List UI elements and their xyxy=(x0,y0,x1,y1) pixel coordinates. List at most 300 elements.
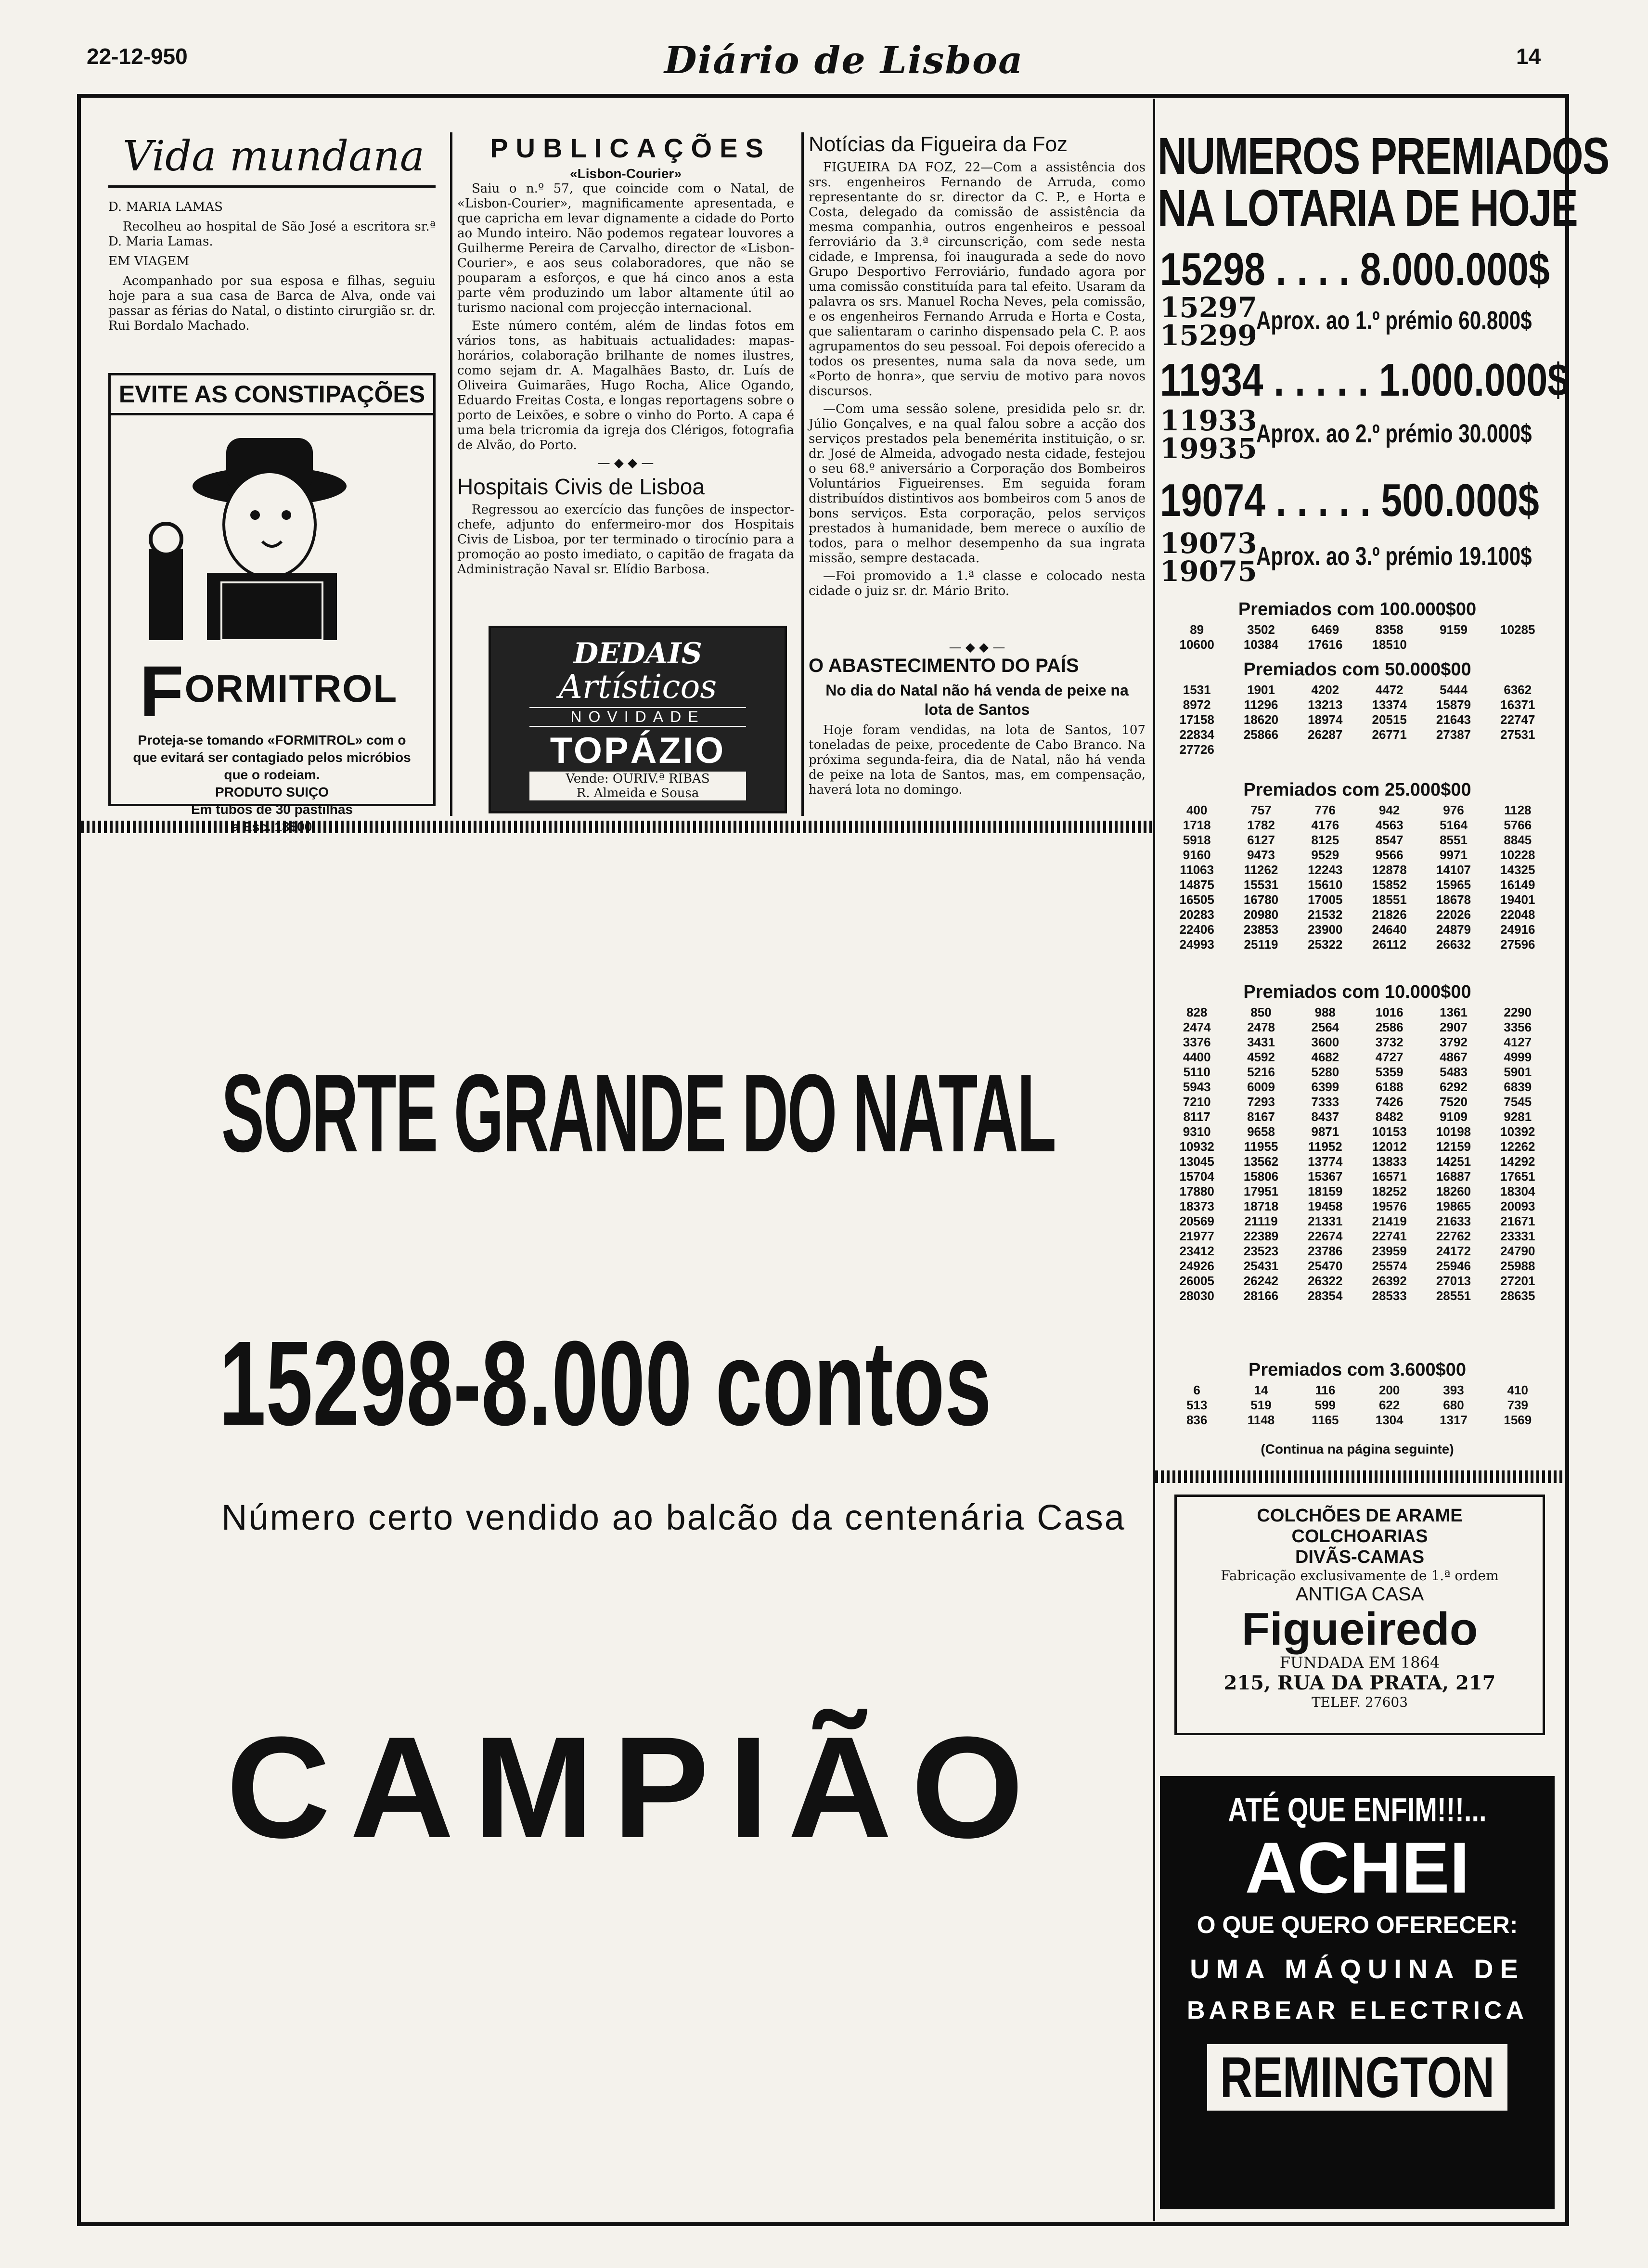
lottery-number: 6469 xyxy=(1311,622,1339,637)
tier-numbers xyxy=(1165,1005,1550,1303)
lottery-number: 6009 xyxy=(1247,1080,1275,1094)
campiao-brand: CAMPIÃO xyxy=(226,1706,1043,1868)
lottery-number: 18678 xyxy=(1436,892,1471,907)
lottery-number: 5918 xyxy=(1183,833,1211,847)
lottery-number: 599 xyxy=(1314,1398,1336,1412)
lottery-number: 14292 xyxy=(1500,1154,1535,1169)
third-approx-numbers: 19073 19075 xyxy=(1160,527,1257,588)
lottery-number: 3431 xyxy=(1247,1035,1275,1049)
lottery-number: 5444 xyxy=(1440,683,1468,697)
lottery-number: 20515 xyxy=(1372,712,1407,727)
lottery-number: 22834 xyxy=(1179,727,1214,742)
lottery-number: 2474 xyxy=(1183,1020,1211,1034)
lottery-number: 5901 xyxy=(1504,1065,1532,1079)
lottery-heading-line: NUMEROS PREMIADOS xyxy=(1158,127,1609,185)
lottery-number: 28635 xyxy=(1500,1289,1535,1303)
lottery-number: 9871 xyxy=(1311,1124,1339,1139)
lottery-number: 776 xyxy=(1314,803,1336,817)
lottery-number: 28551 xyxy=(1436,1289,1471,1303)
lottery-number: 8437 xyxy=(1311,1109,1339,1124)
lottery-number: 17616 xyxy=(1308,637,1343,652)
lottery-number: 11262 xyxy=(1244,863,1278,877)
lottery-number: 16887 xyxy=(1436,1169,1471,1184)
lottery-number: 13562 xyxy=(1243,1154,1279,1169)
lottery-number: 21826 xyxy=(1372,907,1407,922)
lottery-number: 18304 xyxy=(1500,1184,1535,1198)
lottery-number: 26242 xyxy=(1243,1274,1279,1288)
ad-headline: EVITE AS CONSTIPAÇÕES xyxy=(111,375,433,415)
lottery-number: 4400 xyxy=(1183,1050,1211,1064)
lottery-number: 16149 xyxy=(1500,877,1535,892)
lottery-number: 1128 xyxy=(1504,803,1532,817)
lottery-number: 1361 xyxy=(1440,1005,1468,1019)
lottery-number: 393 xyxy=(1443,1383,1464,1397)
continua-note: (Continua na página seguinte) xyxy=(1261,1442,1454,1456)
lottery-number: 6362 xyxy=(1504,683,1532,697)
lottery-number: 24926 xyxy=(1179,1259,1214,1273)
lottery-number: 5110 xyxy=(1183,1065,1210,1079)
lottery-number: 26771 xyxy=(1372,727,1407,742)
lottery-number: 20093 xyxy=(1500,1199,1535,1213)
sorte-subline: Número certo vendido ao balcão da centenária Casa xyxy=(221,1497,1126,1537)
ad-line: O QUE QUERO OFERECER: xyxy=(1197,1911,1518,1938)
lottery-number: 10153 xyxy=(1372,1124,1407,1139)
lottery-number: 2564 xyxy=(1311,1020,1339,1034)
lottery-number: 10600 xyxy=(1179,637,1214,652)
lottery-number: 1304 xyxy=(1375,1413,1403,1427)
lottery-number: 27387 xyxy=(1436,727,1471,742)
lottery-number: 5216 xyxy=(1247,1065,1275,1079)
lottery-number: 15610 xyxy=(1308,877,1343,892)
lottery-number: 4127 xyxy=(1504,1035,1532,1049)
ad-line: R. Almeida e Sousa xyxy=(529,786,746,800)
lottery-number: 27531 xyxy=(1500,727,1535,742)
lottery-number: 10285 xyxy=(1500,622,1535,637)
lottery-number: 9566 xyxy=(1375,848,1403,862)
lottery-number: 15367 xyxy=(1308,1169,1343,1184)
figueiredo-ad xyxy=(1174,1495,1545,1735)
lottery-number: 976 xyxy=(1443,803,1464,817)
lottery-number: 4563 xyxy=(1375,818,1403,832)
lottery-number: 8845 xyxy=(1504,833,1532,847)
lottery-number: 6399 xyxy=(1311,1080,1339,1094)
sorte-grande-headline: SORTE GRANDE DO NATAL xyxy=(221,1051,1056,1175)
lottery-number: 7545 xyxy=(1504,1095,1532,1109)
hospitais-heading: Hospitais Civis de Lisboa xyxy=(457,474,705,499)
second-approx-label: Aprox. ao 2.º prémio 30.000$ xyxy=(1256,419,1532,448)
lottery-number: 9109 xyxy=(1440,1109,1468,1124)
lottery-number: 18974 xyxy=(1308,712,1343,727)
ad-text: Em tubos de 30 pastilhas xyxy=(191,802,353,817)
lottery-number: 17951 xyxy=(1243,1184,1279,1198)
lottery-number: 15704 xyxy=(1179,1169,1214,1184)
tier-numbers xyxy=(1165,622,1550,652)
lottery-number: 26392 xyxy=(1372,1274,1407,1288)
lottery-number: 23412 xyxy=(1179,1244,1214,1258)
lottery-number: 6839 xyxy=(1504,1080,1532,1094)
figueira-heading: Notícias da Figueira da Foz xyxy=(809,132,1068,156)
lottery-number: 20569 xyxy=(1179,1214,1214,1228)
figueira-article xyxy=(809,132,1146,602)
lottery-number: 21331 xyxy=(1308,1214,1343,1228)
tier-numbers xyxy=(1165,803,1550,952)
lottery-number: 19576 xyxy=(1372,1199,1407,1213)
newspaper-title: Diário de Lisboa xyxy=(664,39,1024,82)
lottery-number: 4202 xyxy=(1311,683,1339,697)
lottery-number: 14875 xyxy=(1179,877,1214,892)
lottery-number: 3732 xyxy=(1375,1035,1403,1049)
abastecimento-heading: O ABASTECIMENTO DO PAÍS xyxy=(809,655,1079,676)
lottery-number: 28533 xyxy=(1372,1289,1407,1303)
lottery-number: 12243 xyxy=(1308,863,1343,877)
issue-date: 22-12-950 xyxy=(87,44,188,69)
lottery-number: 15806 xyxy=(1243,1169,1279,1184)
lottery-number: 8167 xyxy=(1247,1109,1275,1124)
lottery-number: 17880 xyxy=(1179,1184,1214,1198)
abastecimento-article xyxy=(809,640,1146,800)
ad-brand: REMINGTON xyxy=(1207,2044,1507,2111)
lottery-number: 8125 xyxy=(1311,833,1339,847)
ad-brand: Figueiredo xyxy=(1241,1603,1478,1655)
lottery-number: 6 xyxy=(1193,1383,1200,1397)
first-approx-numbers: 15297 15299 xyxy=(1160,291,1257,352)
brand-name: FORMITROL xyxy=(140,651,398,732)
lottery-number: 23959 xyxy=(1372,1244,1407,1258)
paragraph: —Foi promovido a 1.ª classe e colocado nesta cidade o juiz sr. dr. Mário Brito. xyxy=(809,569,1146,598)
lottery-number: 28354 xyxy=(1308,1289,1343,1303)
lottery-number: 9160 xyxy=(1183,848,1211,862)
ad-body xyxy=(125,732,419,836)
lottery-number: 10384 xyxy=(1243,637,1279,652)
lottery-number: 1165 xyxy=(1312,1413,1339,1427)
lottery-number: 7520 xyxy=(1440,1095,1468,1109)
lottery-number: 850 xyxy=(1250,1005,1272,1019)
lottery-number: 24916 xyxy=(1500,922,1535,937)
lottery-number: 25866 xyxy=(1243,727,1279,742)
column-rule xyxy=(450,132,452,816)
lottery-number: 11296 xyxy=(1244,697,1278,712)
lottery-number: 22026 xyxy=(1436,907,1471,922)
lottery-number: 21419 xyxy=(1372,1214,1407,1228)
lottery-number: 8972 xyxy=(1183,697,1211,712)
lottery-number: 17158 xyxy=(1179,712,1214,727)
ad-line: Fabricação exclusivamente de 1.ª ordem xyxy=(1221,1568,1499,1584)
lottery-number: 24993 xyxy=(1179,937,1214,952)
lottery-number: 988 xyxy=(1314,1005,1336,1019)
lottery-number: 25119 xyxy=(1244,937,1278,952)
lottery-number: 21671 xyxy=(1500,1214,1535,1228)
lottery-number: 22762 xyxy=(1436,1229,1471,1243)
lottery-number: 24640 xyxy=(1372,922,1407,937)
paragraph: Saiu o n.º 57, que coincide com o Natal, de «Lisbon-Courier», magnificamente apresentada, e que capricha em levar dignamente a cidade do Porto ao Mundo inteiro. Não podemos regatear louvores a Guilherme Pereira de Carvalho, director de «Lisbon-Courier», e aos seus colaboradores, que não se pouparam a esforços, e que há cinco anos a esta parte vêm produzindo um labor altamente útil ao turismo nacional com projecção internacional. xyxy=(457,181,794,315)
lottery-number: 8551 xyxy=(1440,833,1468,847)
lottery-number: 836 xyxy=(1186,1413,1208,1427)
lottery-number: 4176 xyxy=(1311,818,1339,832)
lottery-number: 18510 xyxy=(1372,637,1407,652)
lottery-number: 16505 xyxy=(1179,892,1214,907)
third-prize: 19074 . . . . . 500.000$ xyxy=(1160,475,1539,526)
lottery-number: 16571 xyxy=(1372,1169,1407,1184)
lottery-number: 10228 xyxy=(1500,848,1535,862)
lottery-number: 10932 xyxy=(1179,1139,1214,1154)
ad-text: PRODUTO SUIÇO xyxy=(215,785,329,799)
lottery-number: 21119 xyxy=(1244,1214,1278,1228)
lottery-number: 3356 xyxy=(1504,1020,1532,1034)
lottery-number: 3502 xyxy=(1247,622,1275,637)
tier-heading: Premiados com 10.000$00 xyxy=(1243,982,1471,1002)
lottery-number: 22741 xyxy=(1372,1229,1407,1243)
lottery-number: 6292 xyxy=(1440,1080,1468,1094)
formitrol-ad xyxy=(108,373,436,834)
lottery-number: 22406 xyxy=(1179,922,1214,937)
lottery-number: 26322 xyxy=(1308,1274,1343,1288)
lottery-number: 11955 xyxy=(1244,1139,1278,1154)
lottery-number: 27596 xyxy=(1500,937,1535,952)
paragraph: —Com uma sessão solene, presidida pelo sr. dr. Júlio Gonçalves, e na qual falou sobre a acção dos serviços prestados pela benemérita instituição, o sr. dr. José de Almeida, advogado nesta cidade, festejou o seu 68.º aniversário a Corporação dos Bombeiros Voluntários Figueirenses. Em seguida foram distribuídos distintivos aos bombeiros com 5 anos de bons serviços. Esta corporação, pelos serviços prestados à humanidade, bem merece o auxílio de todos, para o melhor desempenho da sua ingrata missão, sempre destacada. xyxy=(809,402,1146,566)
separator-rule xyxy=(1155,1470,1564,1483)
lottery-number: 1531 xyxy=(1183,683,1211,697)
lottery-heading-line: NA LOTARIA DE HOJE xyxy=(1158,179,1578,237)
lottery-number: 4592 xyxy=(1247,1050,1275,1064)
lottery-number: 1016 xyxy=(1375,1005,1403,1019)
lottery-number: 6127 xyxy=(1247,833,1275,847)
lottery-number: 18718 xyxy=(1243,1199,1279,1213)
lottery-number: 400 xyxy=(1186,803,1208,817)
lottery-number: 410 xyxy=(1507,1383,1529,1397)
tier-heading: Premiados com 25.000$00 xyxy=(1243,780,1471,800)
lottery-number: 22747 xyxy=(1500,712,1535,727)
tier-numbers xyxy=(1165,683,1550,757)
paragraph: Este número contém, além de lindas fotos em vários tons, as habituais actualidades: mapas-horários, colaboração brilhante de nomes ilustres, como sejam dr. A. Magalhães Basto, dr. Luís de Oliveira Guimarães, Hugo Rocha, Alice Ogando, Eduardo Freitas Costa, e longas reportagens sobre o porto de Leixões, e sobre o vinho do Porto. A capa é uma bela tricromia da igreja dos Clérigos, fotografia de Alvão, do Porto. xyxy=(457,319,794,452)
lottery-number: 5766 xyxy=(1504,818,1532,832)
lottery-number: 8482 xyxy=(1375,1109,1403,1124)
subheading: EM VIAGEM xyxy=(108,254,190,269)
second-approx-numbers: 11933 19935 xyxy=(1160,404,1257,465)
ad-line: UMA MÁQUINA DE xyxy=(1190,1954,1525,1984)
lottery-number: 5359 xyxy=(1375,1065,1403,1079)
lottery-number: 1569 xyxy=(1504,1413,1532,1427)
vida-mundana-heading: Vida mundana xyxy=(123,132,425,180)
lottery-number: 14 xyxy=(1254,1383,1268,1397)
paragraph: Acompanhado por sua esposa e filhas, seguiu hoje para a sua casa de Barca de Alva, onde vai passar as férias do Natal, o distinto cirurgião sr. dr. Rui Bordalo Machado. xyxy=(108,274,436,333)
ad-line: DEDAIS xyxy=(573,637,702,670)
lottery-number: 22674 xyxy=(1308,1229,1343,1243)
lottery-number: 19458 xyxy=(1308,1199,1343,1213)
lottery-number: 25946 xyxy=(1436,1259,1471,1273)
lottery-number: 7333 xyxy=(1311,1095,1339,1109)
lottery-number: 14107 xyxy=(1436,863,1471,877)
paragraph: Recolheu ao hospital de São José a escritora sr.ª D. Maria Lamas. xyxy=(108,219,436,249)
ad-line: Vende: OURIV.ª RIBAS xyxy=(529,772,746,786)
lottery-number: 10198 xyxy=(1436,1124,1471,1139)
lottery-number: 9159 xyxy=(1440,622,1468,637)
lottery-number: 89 xyxy=(1190,622,1204,637)
ad-line: ANTIGA CASA xyxy=(1295,1584,1424,1605)
lottery-number: 24790 xyxy=(1500,1244,1535,1258)
lottery-number: 12262 xyxy=(1500,1139,1535,1154)
ornament: — ◆ ◆ — xyxy=(597,456,654,470)
lottery-number: 9971 xyxy=(1440,848,1468,862)
lottery-number: 20980 xyxy=(1243,907,1279,922)
ad-line: COLCHOARIAS xyxy=(1291,1526,1428,1546)
ornament: — ◆ ◆ — xyxy=(949,640,1005,655)
lottery-number: 25574 xyxy=(1372,1259,1407,1273)
lottery-number: 25470 xyxy=(1308,1259,1343,1273)
lottery-number: 21643 xyxy=(1436,712,1471,727)
lottery-number: 21633 xyxy=(1436,1214,1471,1228)
lottery-number: 12012 xyxy=(1372,1139,1407,1154)
man-with-hat-illustration xyxy=(111,419,438,640)
lottery-number: 12878 xyxy=(1372,863,1407,877)
lottery-number: 7210 xyxy=(1183,1095,1211,1109)
topazio-ad xyxy=(489,626,787,813)
ad-line: Artísticos xyxy=(558,668,717,706)
lottery-number: 6188 xyxy=(1375,1080,1403,1094)
lottery-number: 5943 xyxy=(1183,1080,1211,1094)
lottery-number: 4727 xyxy=(1375,1050,1403,1064)
lottery-number: 27201 xyxy=(1500,1274,1535,1288)
lottery-number: 739 xyxy=(1507,1398,1529,1412)
lottery-number: 23853 xyxy=(1243,922,1279,937)
lottery-heading xyxy=(1158,127,1609,237)
lottery-number: 23786 xyxy=(1308,1244,1343,1258)
tier-heading: Premiados com 3.600$00 xyxy=(1248,1360,1467,1380)
lottery-number: 8547 xyxy=(1375,833,1403,847)
lottery-number: 18620 xyxy=(1243,712,1279,727)
lottery-number: 27013 xyxy=(1436,1274,1471,1288)
ad-line: ATÉ QUE ENFIM!!!... xyxy=(1228,1791,1487,1829)
lottery-number: 757 xyxy=(1250,803,1272,817)
lottery-number: 26005 xyxy=(1179,1274,1214,1288)
lottery-number: 7426 xyxy=(1375,1095,1403,1109)
lottery-number: 5483 xyxy=(1440,1065,1468,1079)
lottery-number: 116 xyxy=(1315,1383,1336,1397)
vida-mundana-article xyxy=(108,200,436,336)
ad-text: a Esc. 13$00 xyxy=(232,819,312,834)
lottery-number: 18252 xyxy=(1372,1184,1407,1198)
third-approx-label: Aprox. ao 3.º prémio 19.100$ xyxy=(1256,542,1532,571)
lottery-number: 26632 xyxy=(1436,937,1471,952)
subheading: No dia do Natal não há venda de peixe na lota de Santos xyxy=(825,682,1129,718)
lottery-number: 21977 xyxy=(1179,1229,1214,1243)
lottery-number: 13833 xyxy=(1372,1154,1407,1169)
ad-line: TELEF. 27603 xyxy=(1311,1694,1408,1710)
lottery-number: 18260 xyxy=(1436,1184,1471,1198)
lottery-number: 9473 xyxy=(1247,848,1275,862)
lottery-number: 17651 xyxy=(1500,1169,1535,1184)
lottery-number: 1718 xyxy=(1183,818,1211,832)
publicacoes-heading: PUBLICAÇÕES xyxy=(490,133,771,163)
lottery-number: 1782 xyxy=(1247,818,1275,832)
lottery-number: 9281 xyxy=(1504,1109,1532,1124)
second-prize: 11934 . . . . . 1.000.000$ xyxy=(1160,354,1569,406)
column-rule xyxy=(801,132,804,816)
lottery-number: 21532 xyxy=(1308,907,1343,922)
ad-line: FUNDADA EM 1864 xyxy=(1279,1653,1440,1672)
lottery-number: 3600 xyxy=(1311,1035,1339,1049)
paragraph: FIGUEIRA DA FOZ, 22—Com a assistência dos srs. engenheiros Fernando de Arruda, como representante do sr. director da C. P., e Horta e Costa, delegado da comissão de assistência da mesma companhia, outros engenheiros e pessoal ferroviário da 3.ª circunscrição, com sede nesta cidade, e Imprensa, foi inaugurada a sede do novo Grupo Desportivo Ferroviário, fundado agora por uma comissão constituída para tal efeito. Usaram da palavra os srs. Manuel Rocha Neves, pela comissão, e os engenheiros Fernando Arruda e Horta e Costa, que salientaram o carinho dispensado pela C. P. aos agrupamentos do seu pessoal. Foi depois oferecido a todos os presentes, numa sala da nova sede, um «Porto de honra», que serviu de motivo para novos discursos. xyxy=(809,160,1146,399)
first-approx-label: Aprox. ao 1.º prémio 60.800$ xyxy=(1256,306,1532,335)
lottery-number: 22389 xyxy=(1243,1229,1279,1243)
lottery-number: 7293 xyxy=(1247,1095,1275,1109)
lottery-number: 1148 xyxy=(1247,1413,1275,1427)
lottery-number: 11952 xyxy=(1308,1139,1342,1154)
lottery-number: 28030 xyxy=(1179,1289,1214,1303)
ad-line: BARBEAR ELECTRICA xyxy=(1187,1997,1528,2024)
lottery-number: 200 xyxy=(1378,1383,1400,1397)
lottery-number: 1317 xyxy=(1440,1413,1468,1427)
lottery-number: 2586 xyxy=(1375,1020,1403,1034)
lottery-number: 15531 xyxy=(1243,877,1279,892)
tier-numbers xyxy=(1165,1383,1550,1428)
heading-underline xyxy=(108,185,436,188)
lottery-number: 4867 xyxy=(1440,1050,1468,1064)
lottery-number: 3376 xyxy=(1183,1035,1211,1049)
lottery-number: 28166 xyxy=(1243,1289,1279,1303)
lottery-number: 942 xyxy=(1378,803,1400,817)
lottery-number: 14325 xyxy=(1500,863,1535,877)
ad-line: 215, RUA DA PRATA, 217 xyxy=(1223,1672,1496,1694)
lottery-number: 9310 xyxy=(1183,1124,1211,1139)
lottery-number: 3792 xyxy=(1440,1035,1468,1049)
lottery-number: 15965 xyxy=(1436,877,1471,892)
lottery-number: 18159 xyxy=(1308,1184,1343,1198)
ad-line: DIVÃS-CAMAS xyxy=(1295,1547,1425,1567)
winning-number: 15298-8.000 contos xyxy=(219,1316,992,1450)
lottery-number: 22048 xyxy=(1500,907,1535,922)
ad-brand: TOPÁZIO xyxy=(550,730,726,771)
lottery-number: 8117 xyxy=(1183,1109,1210,1124)
lottery-number: 2478 xyxy=(1247,1020,1275,1034)
lottery-number: 10392 xyxy=(1500,1124,1535,1139)
lottery-number: 11063 xyxy=(1180,863,1214,877)
lottery-number: 13374 xyxy=(1372,697,1407,712)
lottery-number: 17005 xyxy=(1308,892,1343,907)
first-prize: 15298 . . . . 8.000.000$ xyxy=(1160,244,1550,295)
column-rule xyxy=(1153,99,1155,2221)
lottery-number: 26112 xyxy=(1372,937,1407,952)
lottery-number: 4472 xyxy=(1375,683,1403,697)
ad-line: ACHEI xyxy=(1245,1827,1470,1908)
lottery-number: 513 xyxy=(1186,1398,1208,1412)
lottery-number: 15879 xyxy=(1436,697,1471,712)
lottery-number: 23900 xyxy=(1308,922,1343,937)
lottery-number: 13213 xyxy=(1308,697,1343,712)
lottery-number: 5164 xyxy=(1440,818,1468,832)
lottery-number: 2290 xyxy=(1504,1005,1532,1019)
paragraph: Regressou ao exercício das funções de inspector-chefe, adjunto do enfermeiro-mor dos Hospitais Civis de Lisboa, por ter terminado o tirocínio para a promoção ao posto imediato, o capitão de fragata da Administração Naval sr. Elídio Barbosa. xyxy=(457,503,794,577)
lottery-number: 2907 xyxy=(1440,1020,1468,1034)
lottery-number: 13774 xyxy=(1308,1154,1343,1169)
ad-text: Proteja-se tomando «FORMITROL» com o que evitará ser contagiado pelos micróbios que o rodeiam. xyxy=(133,733,411,782)
lottery-number: 16371 xyxy=(1500,697,1535,712)
lottery-number: 16780 xyxy=(1243,892,1279,907)
publicacoes-article xyxy=(457,166,794,580)
lottery-number: 25988 xyxy=(1500,1259,1535,1273)
remington-ad xyxy=(1160,1776,1555,2209)
lottery-number: 19401 xyxy=(1500,892,1535,907)
subheading: «Lisbon-Courier» xyxy=(570,166,682,181)
lottery-number: 20283 xyxy=(1179,907,1214,922)
lottery-number: 5280 xyxy=(1311,1065,1339,1079)
lottery-number: 828 xyxy=(1186,1005,1208,1019)
lottery-number: 680 xyxy=(1443,1398,1464,1412)
lottery-number: 27726 xyxy=(1179,742,1214,757)
ad-line: COLCHÕES DE ARAME xyxy=(1257,1506,1463,1526)
lottery-number: 26287 xyxy=(1308,727,1343,742)
ad-line: NOVIDADE xyxy=(529,707,746,727)
lottery-number: 9658 xyxy=(1247,1124,1275,1139)
